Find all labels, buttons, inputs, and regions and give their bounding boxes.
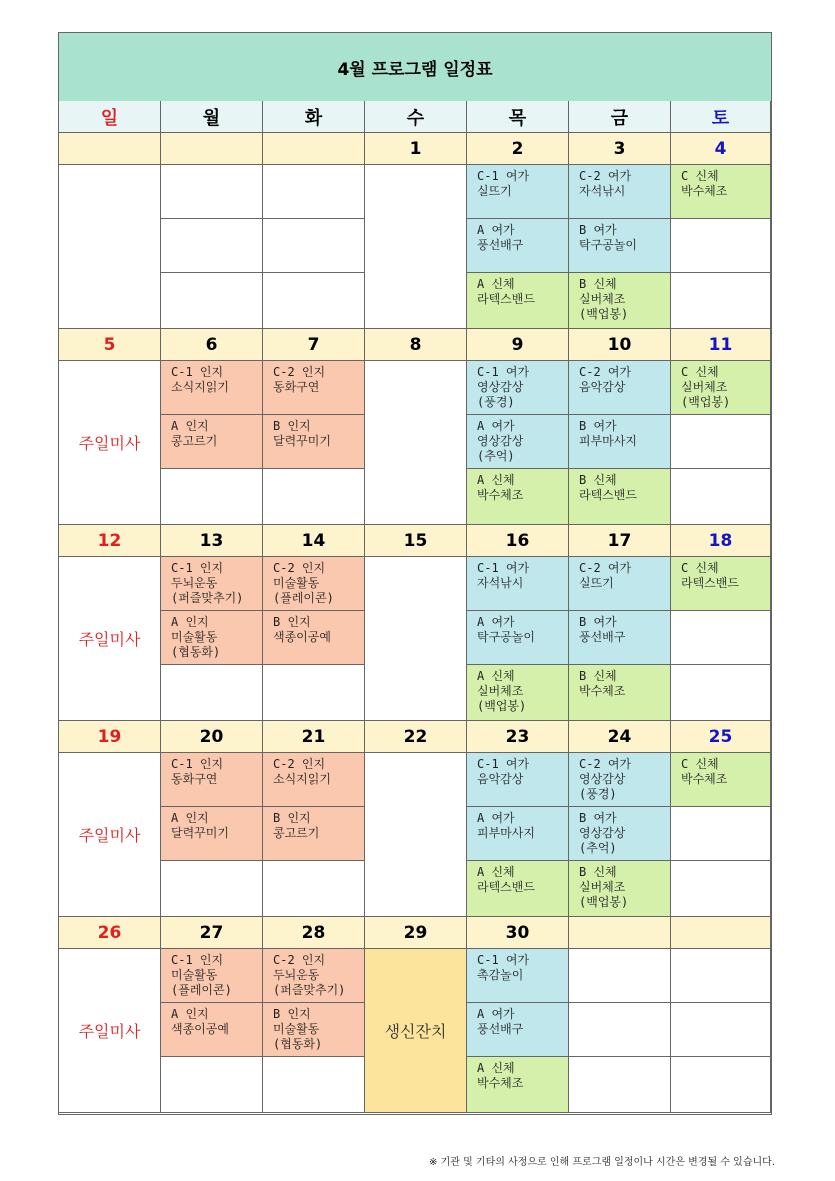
program-cell: C 신체 박수체조 [671,753,771,807]
program-cell: A 인지 미술활동 (협동화) [161,611,263,665]
program-cell: B 인지 콩고르기 [263,807,365,861]
sunday-mass-cell: 주일미사 [59,557,161,721]
program-cell: C-1 여가 실뜨기 [467,165,569,219]
empty-cell [365,361,467,525]
date-cell: 11 [671,329,771,361]
empty-cell [161,861,263,917]
program-cell: C-2 여가 실뜨기 [569,557,671,611]
program-cell: B 인지 미술활동 (협동화) [263,1003,365,1057]
program-cell: B 인지 달력꾸미기 [263,415,365,469]
birthday-party-cell: 생신잔치 [365,949,467,1113]
program-cell: B 여가 영상감상 (추억) [569,807,671,861]
empty-cell [263,273,365,329]
program-cell: C-1 인지 두뇌운동 (퍼즐맞추기) [161,557,263,611]
empty-cell [161,665,263,721]
sunday-mass-cell: 주일미사 [59,949,161,1113]
program-cell: A 여가 풍선배구 [467,1003,569,1057]
date-cell: 18 [671,525,771,557]
program-cell: C 신체 박수체조 [671,165,771,219]
program-cell: C-2 여가 영상감상 (풍경) [569,753,671,807]
program-cell: A 여가 탁구공놀이 [467,611,569,665]
empty-cell [263,861,365,917]
empty-cell [365,753,467,917]
date-cell: 2 [467,133,569,165]
date-cell: 25 [671,721,771,753]
date-cell: 17 [569,525,671,557]
empty-cell [671,273,771,329]
page-title: 4월 프로그램 일정표 [59,33,771,102]
empty-cell [569,1003,671,1057]
empty-cell [671,415,771,469]
program-cell: C 신체 라텍스밴드 [671,557,771,611]
empty-cell [671,611,771,665]
sunday-mass-cell: 주일미사 [59,361,161,525]
date-cell [59,133,161,165]
empty-cell [365,557,467,721]
weekday-header: 수 [365,101,467,133]
empty-cell [671,665,771,721]
date-cell: 1 [365,133,467,165]
program-cell: A 인지 달력꾸미기 [161,807,263,861]
program-cell: B 여가 탁구공놀이 [569,219,671,273]
date-cell: 5 [59,329,161,361]
program-cell: A 신체 박수체조 [467,1057,569,1113]
date-cell: 9 [467,329,569,361]
empty-cell [671,469,771,525]
empty-cell [263,665,365,721]
date-cell: 7 [263,329,365,361]
program-cell: C-2 인지 동화구연 [263,361,365,415]
program-cell: A 여가 피부마사지 [467,807,569,861]
empty-cell [671,1003,771,1057]
date-cell: 16 [467,525,569,557]
footer-note: ※ 기관 및 기타의 사정으로 인해 프로그램 일정이나 시간은 변경될 수 있습니다. [429,1157,775,1168]
sunday-mass-cell: 주일미사 [59,753,161,917]
program-cell: A 신체 실버체조 (백업봉) [467,665,569,721]
program-cell: B 신체 실버체조 (백업봉) [569,273,671,329]
program-cell: C-2 인지 미술활동 (플레이콘) [263,557,365,611]
sunday-mass-cell [59,165,161,329]
program-cell: C-1 여가 영상감상 (풍경) [467,361,569,415]
date-cell: 27 [161,917,263,949]
program-cell: C-2 여가 음악감상 [569,361,671,415]
program-cell: C-2 인지 두뇌운동 (퍼즐맞추기) [263,949,365,1003]
program-cell: B 신체 실버체조 (백업봉) [569,861,671,917]
empty-cell [161,165,263,219]
program-cell: B 인지 색종이공예 [263,611,365,665]
program-cell: A 신체 라텍스밴드 [467,861,569,917]
program-cell: B 여가 풍선배구 [569,611,671,665]
empty-cell [161,219,263,273]
weekday-header: 목 [467,101,569,133]
program-cell: B 신체 라텍스밴드 [569,469,671,525]
program-cell: C-2 여가 자석낚시 [569,165,671,219]
program-cell: A 여가 풍선배구 [467,219,569,273]
date-cell: 12 [59,525,161,557]
date-cell: 23 [467,721,569,753]
date-cell: 29 [365,917,467,949]
empty-cell [161,1057,263,1113]
date-cell: 15 [365,525,467,557]
weekday-header: 토 [671,101,771,133]
date-cell: 20 [161,721,263,753]
empty-cell [671,861,771,917]
program-cell: C-2 인지 소식지읽기 [263,753,365,807]
empty-cell [161,469,263,525]
weekday-header: 화 [263,101,365,133]
program-cell: B 신체 박수체조 [569,665,671,721]
date-cell: 28 [263,917,365,949]
weekday-header: 월 [161,101,263,133]
calendar-table [58,32,772,1115]
date-cell: 26 [59,917,161,949]
date-cell [671,917,771,949]
date-cell [161,133,263,165]
empty-cell [671,1057,771,1113]
program-cell: A 신체 라텍스밴드 [467,273,569,329]
date-cell: 8 [365,329,467,361]
program-cell: C-1 인지 미술활동 (플레이콘) [161,949,263,1003]
program-cell: A 인지 콩고르기 [161,415,263,469]
empty-cell [263,1057,365,1113]
program-cell: B 여가 피부마사지 [569,415,671,469]
date-cell: 6 [161,329,263,361]
program-cell: C-1 여가 촉감놀이 [467,949,569,1003]
program-cell: C-1 여가 자석낚시 [467,557,569,611]
empty-cell [263,469,365,525]
program-cell: A 신체 박수체조 [467,469,569,525]
empty-cell [671,219,771,273]
empty-cell [671,807,771,861]
date-cell: 21 [263,721,365,753]
program-cell: C-1 여가 음악감상 [467,753,569,807]
date-cell: 30 [467,917,569,949]
program-cell: C 신체 실버체조 (백업봉) [671,361,771,415]
date-cell: 14 [263,525,365,557]
program-cell: C-1 인지 소식지읽기 [161,361,263,415]
empty-cell [365,165,467,329]
date-cell: 13 [161,525,263,557]
date-cell: 22 [365,721,467,753]
empty-cell [569,1057,671,1113]
empty-cell [161,273,263,329]
empty-cell [263,219,365,273]
program-cell: A 여가 영상감상 (추억) [467,415,569,469]
empty-cell [671,949,771,1003]
program-cell: C-1 인지 동화구연 [161,753,263,807]
date-cell [569,917,671,949]
date-cell: 19 [59,721,161,753]
date-cell: 4 [671,133,771,165]
date-cell: 3 [569,133,671,165]
empty-cell [263,165,365,219]
empty-cell [569,949,671,1003]
program-cell: A 인지 색종이공예 [161,1003,263,1057]
weekday-header: 일 [59,101,161,133]
date-cell: 24 [569,721,671,753]
weekday-header: 금 [569,101,671,133]
date-cell [263,133,365,165]
date-cell: 10 [569,329,671,361]
